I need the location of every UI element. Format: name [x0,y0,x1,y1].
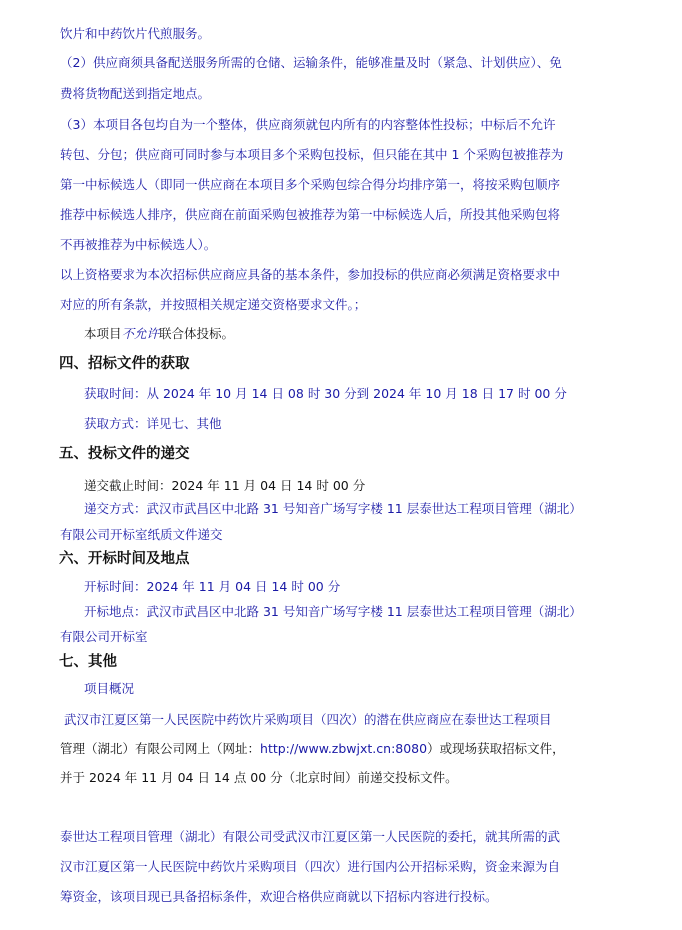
paragraph-line: 饮片和中药饮片代煎服务。 [60,26,211,41]
overview-line: 武汉市江夏区第一人民医院中药饮片采购项目（四次）的潜在供应商应在泰世达工程项目 [64,712,552,727]
section-heading-6: 六、开标时间及地点 [59,551,190,567]
overview-text: 管理（湖北）有限公司网上（网址： [60,741,261,756]
section-heading-4: 四、招标文件的获取 [59,356,190,372]
section-heading-7: 七、其他 [59,654,117,670]
project-overview-title: 项目概况 [84,681,135,696]
section-heading-5: 五、投标文件的递交 [59,446,190,462]
paragraph-line: 费将货物配送到指定地点。 [60,86,211,101]
entrust-line: 筹资金，该项目现已具备招标条件，欢迎合格供应商就以下招标内容进行投标。 [60,889,498,904]
paragraph-line: （3）本项目各包均自为一个整体，供应商须就包内所有的内容整体性投标；中标后不允许 [60,117,556,132]
overview-text: ）或现场获取招标文件， [427,741,565,756]
paragraph-line: 不再被推荐为中标候选人）。 [60,237,217,252]
submit-method-cont: 有限公司开标室纸质文件递交 [60,527,223,542]
paragraph-line: 第一中标候选人（即同一供应商在本项目多个采购包综合得分均排序第一，将按采购包顺序 [60,177,561,192]
acquire-method: 获取方式：详见七、其他 [84,416,222,431]
entrust-line: 汉市江夏区第一人民医院中药饮片采购项目（四次）进行国内公开招标采购，资金来源为自 [60,859,561,874]
opening-time: 开标时间：2024 年 11 月 04 日 14 时 00 分 [84,579,341,594]
acquire-time: 获取时间：从 2024 年 10 月 14 日 08 时 30 分到 2024 年 10 月 18 日 17 时 00 分 [84,386,567,401]
opening-place-cont: 有限公司开标室 [60,629,148,644]
entrust-line: 泰世达工程项目管理（湖北）有限公司受武汉市江夏区第一人民医院的委托，就其所需的武 [60,829,561,844]
paragraph-line: 以上资格要求为本次招标供应商应具备的基本条件，参加投标的供应商必须满足资格要求中 [60,267,561,282]
paragraph-line: 转包、分包；供应商可同时参与本项目多个采购包投标，但只能在其中 1 个采购包被推荐为 [60,147,564,162]
consortium-note [84,325,234,343]
submit-deadline: 递交截止时间：2024 年 11 月 04 日 14 时 00 分 [84,478,366,493]
paragraph-line: （2）供应商须具备配送服务所需的仓储、运输条件，能够准量及时（紧急、计划供应）、免 [60,55,562,70]
overview-line [60,740,565,758]
paragraph-line: 对应的所有条款，并按照相关规定递交资格要求文件。； [60,297,367,312]
opening-place: 开标地点：武汉市武昌区中北路 31 号知音广场写字楼 11 层泰世达工程项目管理（湖北） [84,604,582,619]
submit-method: 递交方式：武汉市武昌区中北路 31 号知音广场写字楼 11 层泰世达工程项目管理（湖北） [84,501,582,516]
consortium-prefix: 本项目 [84,326,122,341]
overview-line: 并于 2024 年 11 月 04 日 14 点 00 分（北京时间）前递交投标文件。 [60,770,458,785]
consortium-status: 不允许 [121,326,160,341]
bidding-site-link[interactable]: http://www.zbwjxt.cn:8080 [260,741,428,756]
consortium-suffix: 联合体投标。 [159,326,235,341]
paragraph-line: 推荐中标候选人排序，供应商在前面采购包被推荐为第一中标候选人后，所投其他采购包将 [60,207,561,222]
